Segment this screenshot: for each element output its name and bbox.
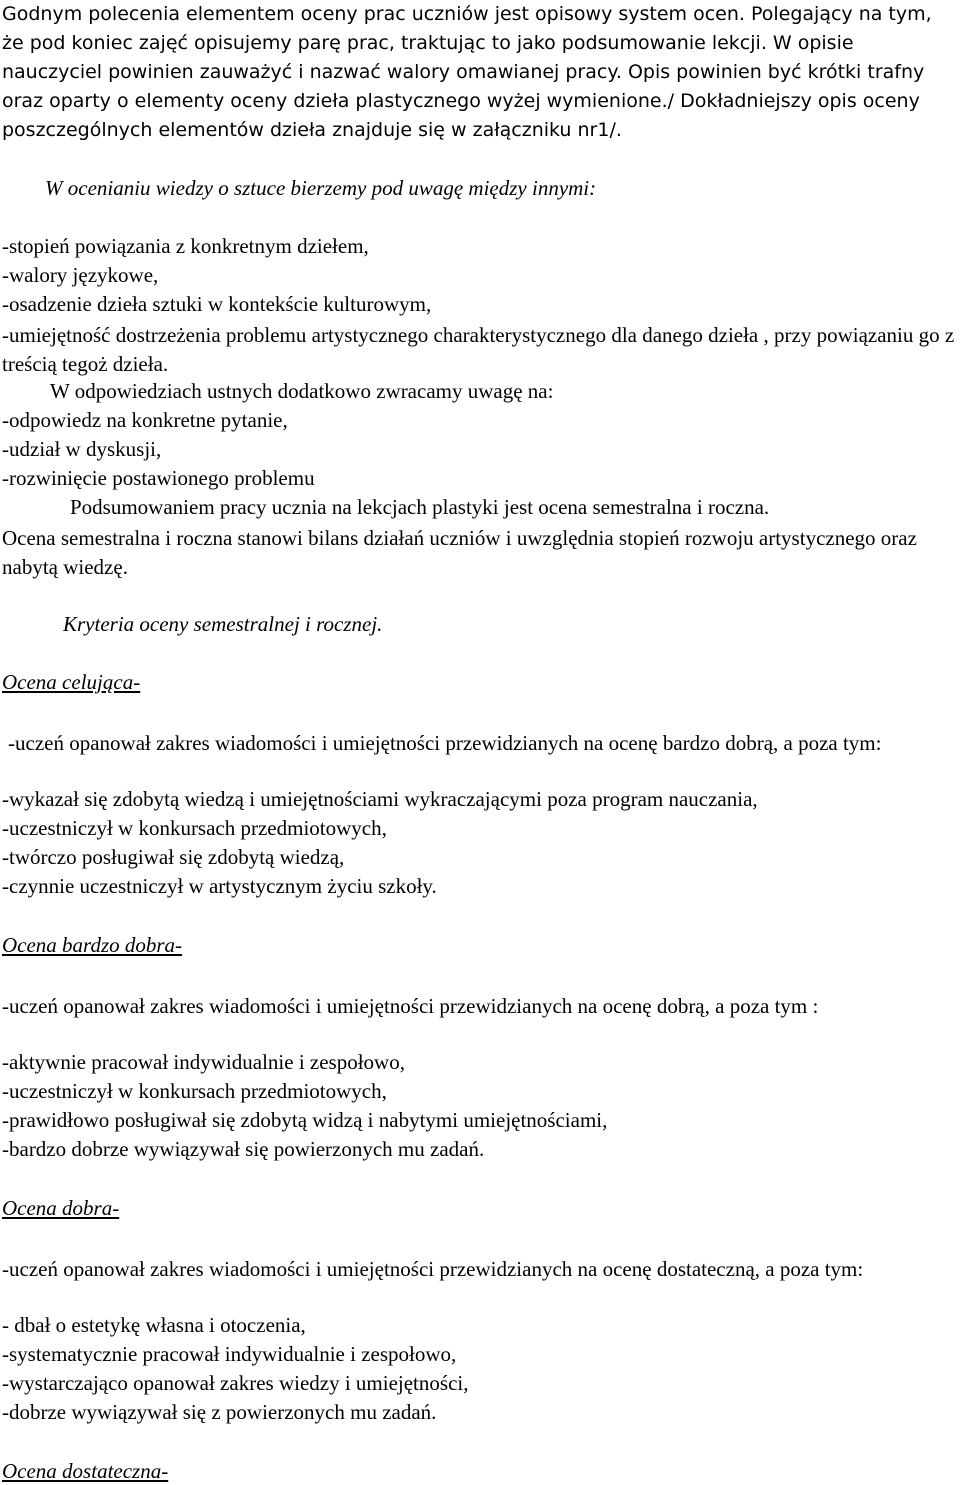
- intro-paragraph: Godnym polecenia elementem oceny prac uczniów jest opisowy system ocen. Polegający na tym, że pod koniec zajęć opisujemy parę prac, traktując to jako podsumowanie lekcji. W opisie nauczyciel powinien zauważyć i nazwać walory omawianej pracy. Opis powinien być krótki trafny oraz oparty o elementy oceny dzieła plastycznego wyżej wymienione./ Dokładniejszy opis oceny poszczególnych elementów dzieła znajduje się w załączniku nr1/.: [2, 3, 932, 141]
- knowledge-item: -umiejętność dostrzeżenia problemu artystycznego charakterystycznego dla danego dzieła , przy powiązaniu go z treścią tegoż dzieła.: [2, 323, 955, 376]
- grade-title: Ocena dostateczna-: [2, 1459, 169, 1483]
- grade-title: Ocena dobra-: [2, 1196, 120, 1220]
- grade-intro: -uczeń opanował zakres wiadomości i umiejętności przewidzianych na ocenę dostateczną, a poza tym:: [2, 1257, 864, 1281]
- grade-item: -aktywnie pracował indywidualnie i zespołowo,: [2, 1050, 405, 1074]
- oral-item: -rozwinięcie postawionego problemu: [2, 466, 315, 490]
- grade-item: -uczestniczył w konkursach przedmiotowych,: [2, 1079, 387, 1103]
- grade-title: Ocena bardzo dobra-: [2, 933, 183, 957]
- summary-line: Podsumowaniem pracy ucznia na lekcjach plastyki jest ocena semestralna i roczna.: [70, 495, 770, 519]
- grade-item: -systematycznie pracował indywidualnie i zespołowo,: [2, 1342, 457, 1366]
- grade-title: Ocena celująca-: [2, 670, 141, 694]
- oral-heading: W odpowiedziach ustnych dodatkowo zwracamy uwagę na:: [50, 379, 554, 403]
- knowledge-heading: W ocenianiu wiedzy o sztuce bierzemy pod uwagę między innymi:: [45, 176, 597, 200]
- grade-item: -wykazał się zdobytą wiedzą i umiejętnościami wykraczającymi poza program nauczania,: [2, 787, 758, 811]
- grade-item: -wystarczająco opanował zakres wiedzy i umiejętności,: [2, 1371, 469, 1395]
- criteria-title: Kryteria oceny semestralnej i rocznej.: [63, 612, 383, 636]
- grade-intro: -uczeń opanował zakres wiadomości i umiejętności przewidzianych na ocenę bardzo dobrą, a poza tym:: [8, 731, 882, 755]
- oral-item: -udział w dyskusji,: [2, 437, 162, 461]
- grade-item: -dobrze wywiązywał się z powierzonych mu zadań.: [2, 1400, 437, 1424]
- knowledge-item: -osadzenie dzieła sztuki w kontekście kulturowym,: [2, 292, 432, 316]
- oral-item: -odpowiedz na konkretne pytanie,: [2, 408, 288, 432]
- grade-item: -czynnie uczestniczył w artystycznym życiu szkoły.: [2, 874, 437, 898]
- grade-item: -uczestniczył w konkursach przedmiotowych,: [2, 816, 387, 840]
- grade-item: -prawidłowo posługiwał się zdobytą widzą i nabytymi umiejętnościami,: [2, 1108, 608, 1132]
- knowledge-item: -walory językowe,: [2, 263, 159, 287]
- summary-line: Ocena semestralna i roczna stanowi bilans działań uczniów i uwzględnia stopień rozwoju artystycznego oraz nabytą wiedzę.: [2, 526, 917, 579]
- grade-item: -twórczo posługiwał się zdobytą wiedzą,: [2, 845, 345, 869]
- grade-item: - dbał o estetykę własna i otoczenia,: [2, 1313, 306, 1337]
- knowledge-item: -stopień powiązania z konkretnym dziełem,: [2, 234, 369, 258]
- grade-item: -bardzo dobrze wywiązywał się powierzonych mu zadań.: [2, 1137, 485, 1161]
- grade-intro: -uczeń opanował zakres wiadomości i umiejętności przewidzianych na ocenę dobrą, a poza tym :: [2, 994, 819, 1018]
